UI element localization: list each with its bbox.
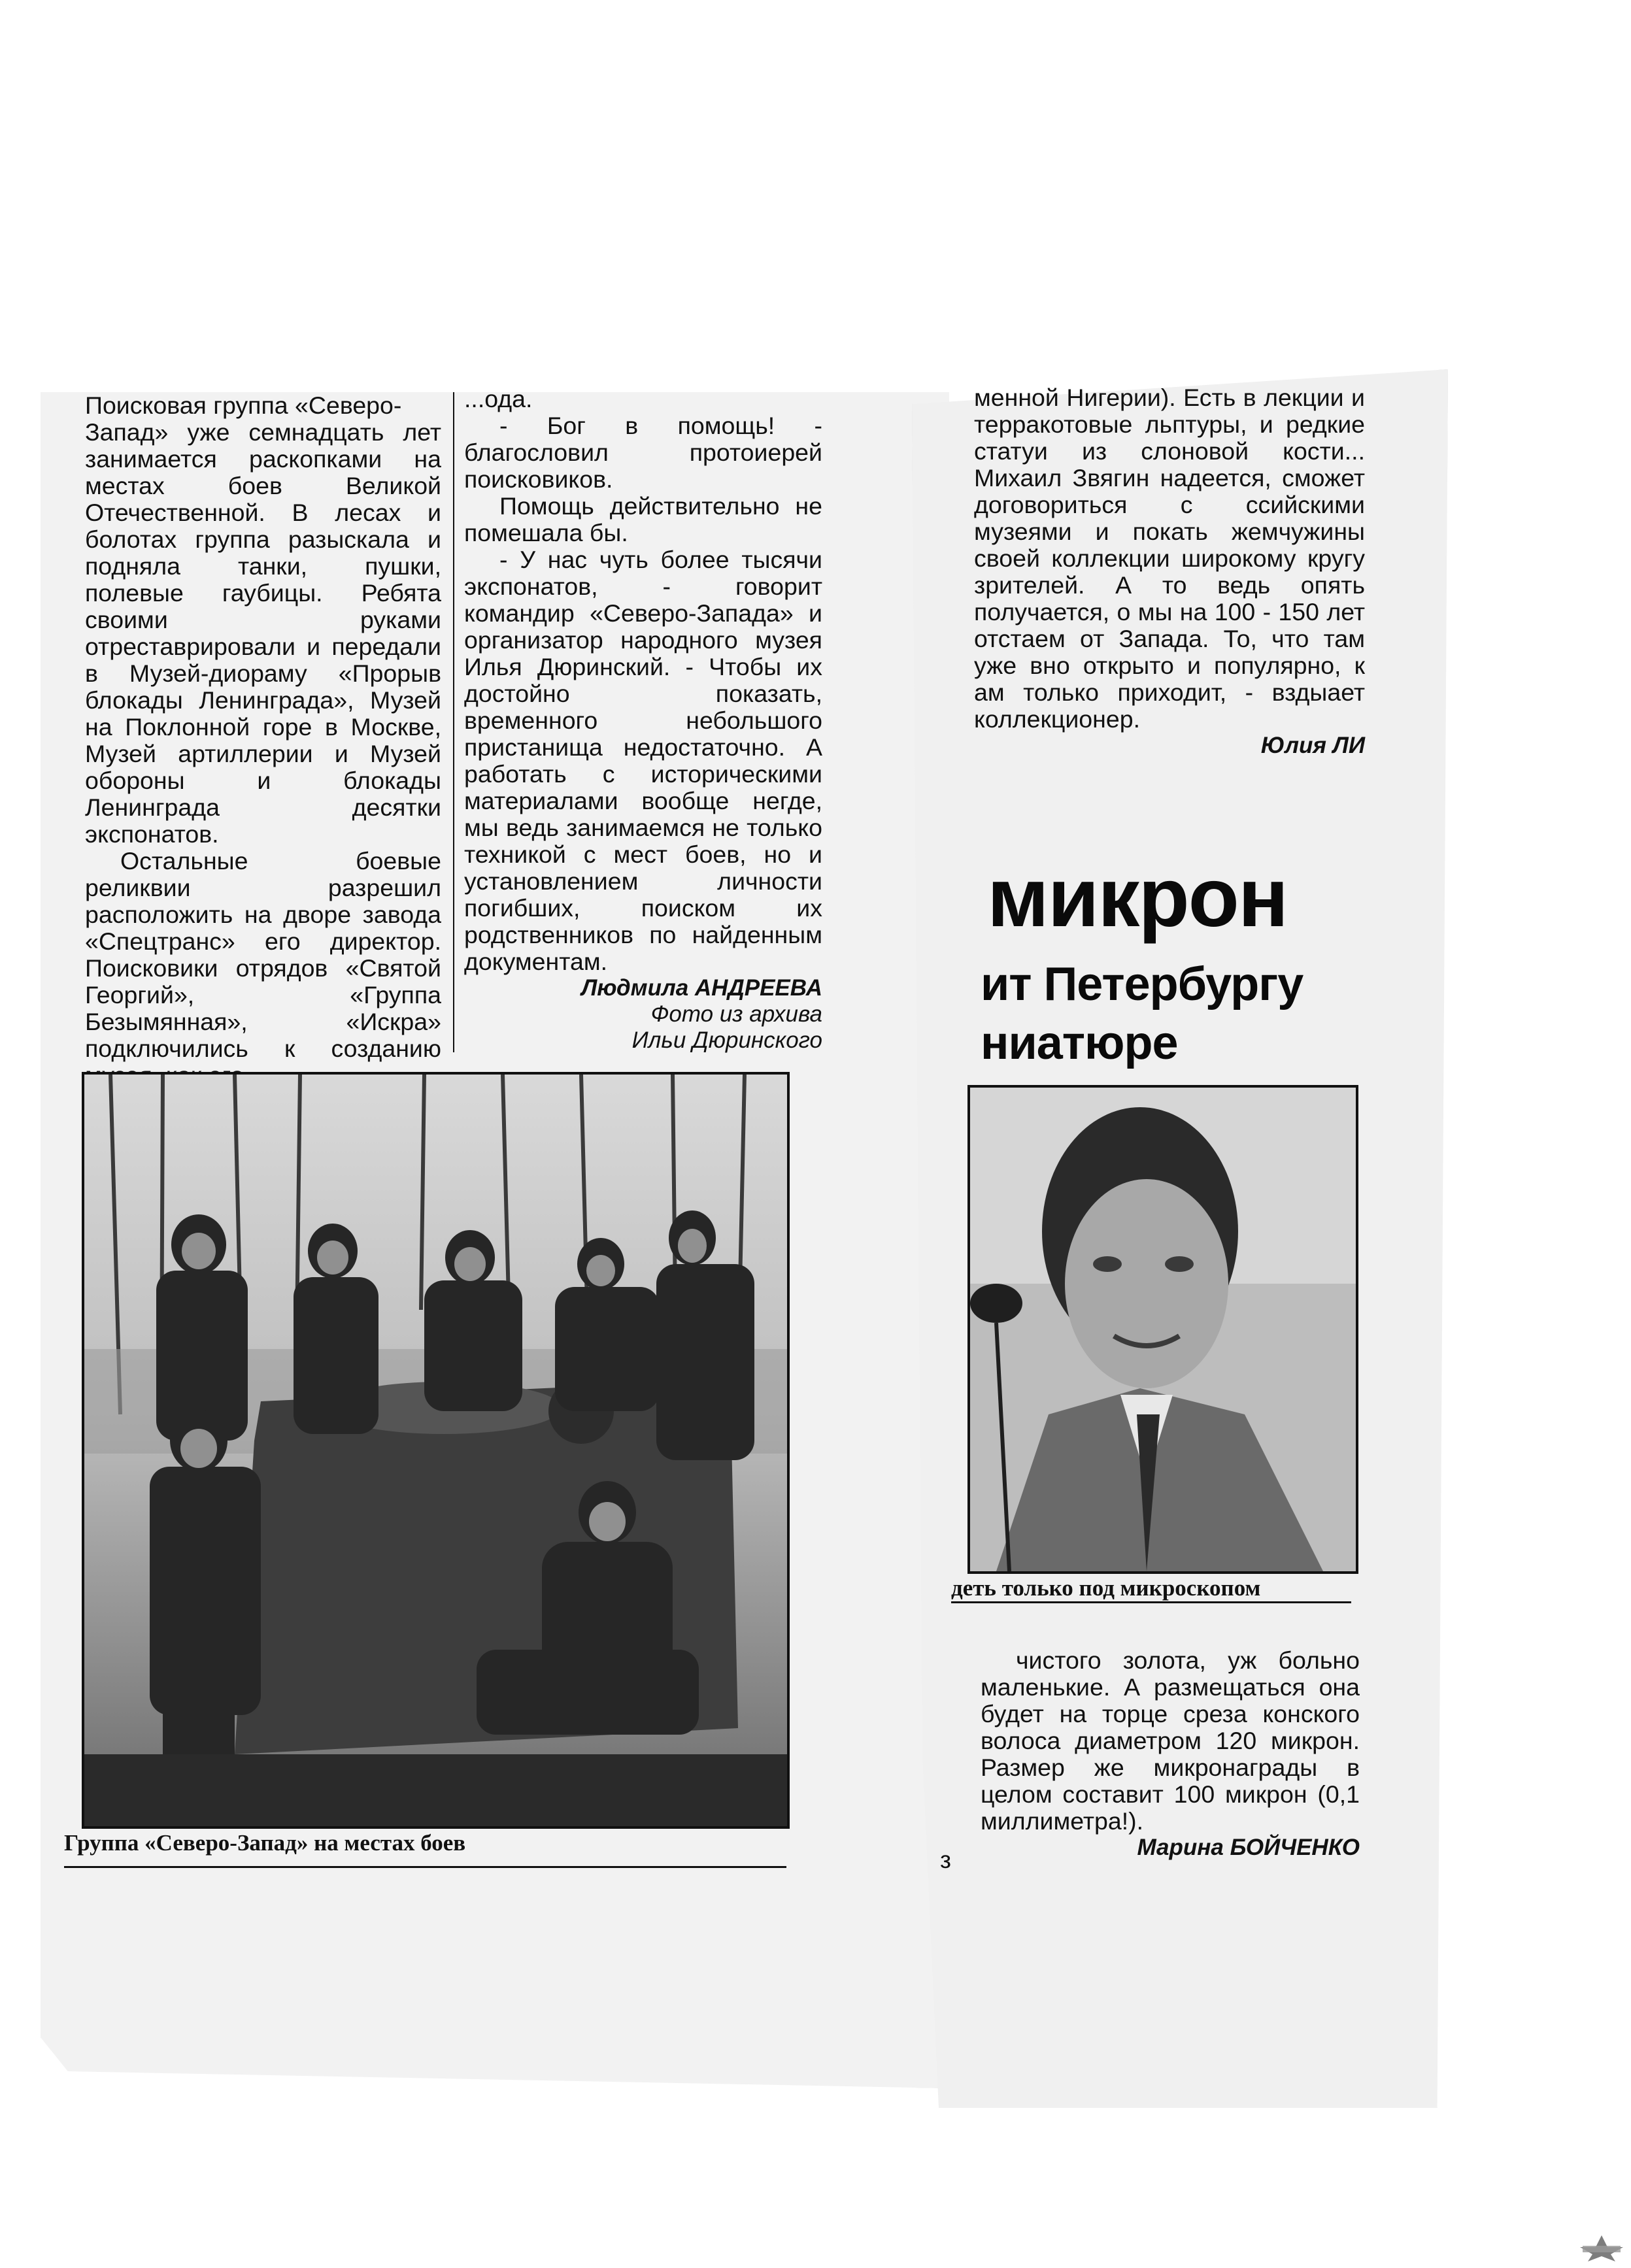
article-column-3 [974,384,1365,759]
column-1-fragment: Поисковая группа «Северо- [85,392,402,419]
column-divider [453,392,454,1052]
group-photo [82,1072,790,1829]
byline-boychenko: Марина БОЙЧЕНКО [1137,1835,1360,1860]
portrait-caption-rule [951,1601,1351,1603]
column-2-paragraph-2: Помощь действительно не помешала бы. [464,492,822,546]
column-4-text: чистого золота, уж больно маленькие. А размещаться она будет на торце среза конского волоса диаметром 120 микрон. Размер же микронаграды в целом составит 100 микрон (0,1 миллиметра!). [981,1646,1360,1835]
article-column-2 [464,386,822,1054]
photo-credit-line-1: Фото из архива [650,1001,822,1027]
byline-li: Юлия ЛИ [1260,733,1365,758]
column-1-paragraph-1: Запад» уже семнадцать лет занимается раскопками на местах боев Великой Отечественной. В лесах и болотах группа разыскала и подняла танки, пушки, полевые гаубицы. Ребята своими руками отреставрировали и передали в Музей-диораму «Прорыв блокады Ленинграда», Музей на Поклонной горе в Москве, Музей артиллерии и Музей обороны и блокады Ленинграда десятки экспонатов. [85,418,441,848]
column-3-text: менной Нигерии). Есть в лекции и терракотовые льптуры, и редкие статуи из слоновой кости... Михаил Звягин надеется, сможет договориться с ссийскими музеями и покать жемчужины своей коллекции широкому кругу зрителей. А то ведь опять получается, о мы на 100 - 150 лет отстаем от Запада. То, что там уже вно открыто и популярно, к ам только приходит, - вздыает коллекционер. [974,384,1365,733]
article-column-1 [85,392,441,1089]
portrait-photo-caption: деть только под микроскопом [951,1575,1261,1601]
column-edge-fragment: з [940,1846,951,1873]
group-photo-caption: Группа «Северо-Запад» на местах боев [64,1830,466,1856]
photo-credit-line-2: Ильи Дюринского [631,1027,822,1053]
article-column-4 [981,1647,1360,1861]
headline-line-3: ниатюре [981,1017,1178,1069]
portrait-photo-image [970,1088,1356,1571]
column-1-paragraph-2: Остальные боевые реликвии разрешил расположить на дворе завода «Спецтранс» его директор. Поисковики отрядов «Святой Георгий», «Группа Безымянная», «Искра» подключились к созданию [85,847,441,1062]
caption-rule [64,1866,786,1868]
headline-line-1: микрон [987,851,1288,944]
headline-line-2: ит Петербургу [981,958,1303,1010]
corner-logo-icon [1577,2234,1626,2263]
byline-andreeva: Людмила АНДРЕЕВА [581,975,822,1001]
column-2-fragment: ...ода. [464,385,533,412]
portrait-photo [967,1085,1358,1574]
column-2-paragraph-1: - Бог в помощь! - благословил протоиерей поисковиков. [464,412,822,493]
column-2-paragraph-3: - У нас чуть более тысячи экспонатов, - говорит командир «Северо-Запада» и организатор народного музея Илья Дюринский. - Чтобы их достойно показать, временного небольшого пристанища недостаточно. А работать с историческими материалами вообще негде, мы ведь занимаемся не только техникой с мест боев, но и установлением личности погибших, поиском их родственников по найденным документам. [464,546,822,975]
group-photo-image [84,1075,787,1826]
